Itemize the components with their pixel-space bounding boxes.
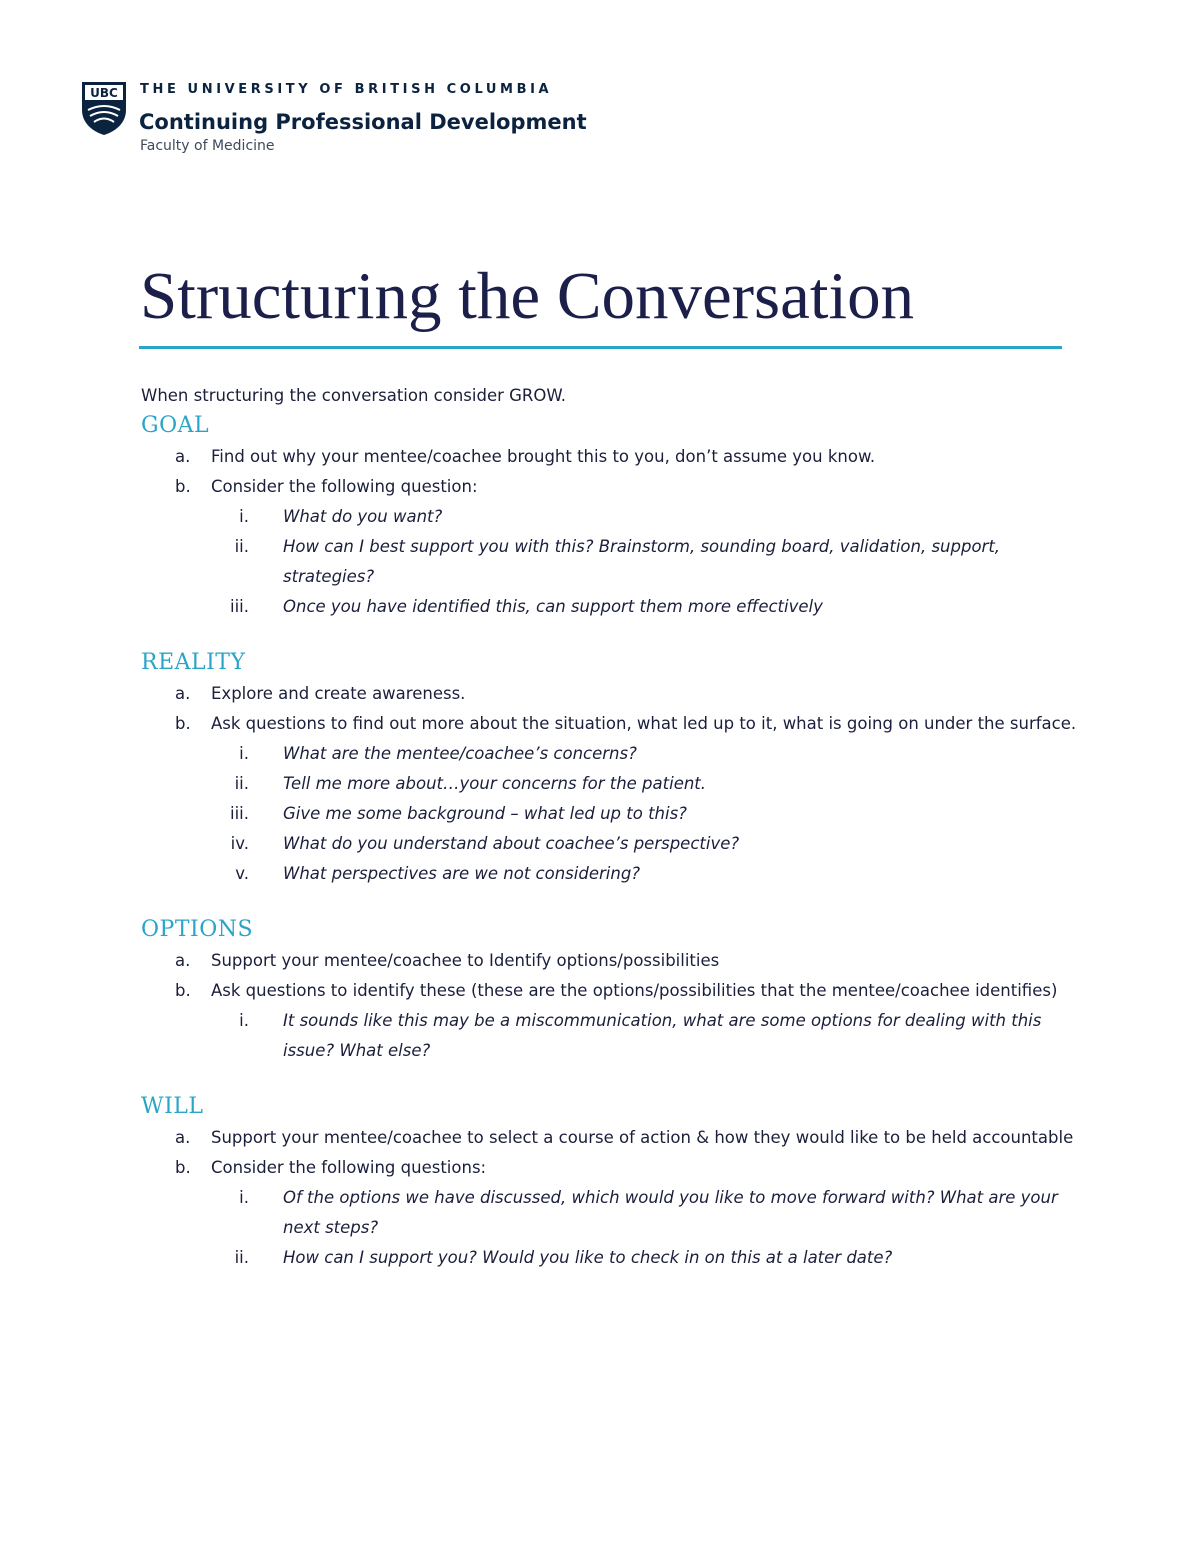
sub-list-item [141, 532, 1081, 592]
sub-list-item-text: Once you have identified this, can support them more effectively [283, 597, 823, 616]
sub-list-marker: iii. [230, 804, 249, 823]
section-reality [141, 650, 1081, 889]
sub-list-item [141, 1243, 1081, 1273]
sub-list-marker: v. [235, 864, 249, 883]
sub-list-marker: i. [239, 1188, 249, 1207]
list-marker: b. [175, 1158, 191, 1177]
sub-list-marker: i. [239, 744, 249, 763]
section-heading: GOAL [141, 413, 210, 438]
document-body [141, 383, 1081, 1273]
list-item [141, 679, 1081, 709]
sub-list-marker: ii. [234, 537, 249, 556]
ubc-logo-text: UBC [90, 86, 118, 100]
sub-list-item-text: It sounds like this may be a miscommunication, what are some options for dealing with this issue? What else? [283, 1011, 1042, 1060]
list-item-text: Explore and create awareness. [211, 684, 466, 703]
section-goal [141, 413, 1081, 622]
sub-list-item-text: What do you want? [283, 507, 443, 526]
sub-list-item-text: Of the options we have discussed, which would you like to move forward with? What are your next steps? [283, 1188, 1058, 1237]
list-marker: a. [175, 684, 191, 703]
list-item [141, 709, 1081, 739]
list-item-text: Support your mentee/coachee to select a course of action & how they would like to be held accountable [211, 1128, 1074, 1147]
sub-list-marker: ii. [234, 1248, 249, 1267]
university-name: THE UNIVERSITY OF BRITISH COLUMBIA [140, 82, 553, 97]
section-heading: REALITY [141, 650, 246, 675]
list-item [141, 946, 1081, 976]
sub-list-item-text: How can I support you? Would you like to check in on this at a later date? [283, 1248, 893, 1267]
list-item-text: Support your mentee/coachee to Identify options/possibilities [211, 951, 720, 970]
sub-list-marker: i. [239, 1011, 249, 1030]
list-item-text: Find out why your mentee/coachee brought this to you, don’t assume you know. [211, 447, 876, 466]
sub-list-item [141, 859, 1081, 889]
sub-list-item [141, 769, 1081, 799]
title-divider [139, 346, 1062, 349]
section-heading: WILL [141, 1094, 204, 1119]
list-marker: b. [175, 477, 191, 496]
sub-list-item-text: How can I best support you with this? Brainstorm, sounding board, validation, support, strategies? [283, 537, 1001, 586]
faculty-name: Faculty of Medicine [140, 138, 275, 154]
sub-list-item [141, 739, 1081, 769]
list-item [141, 1123, 1081, 1153]
sub-list-item [141, 592, 1081, 622]
section-options [141, 917, 1081, 1066]
sub-list-item [141, 502, 1081, 532]
section-heading: OPTIONS [141, 917, 254, 942]
sub-list-marker: i. [239, 507, 249, 526]
list-item-text: Consider the following question: [211, 477, 478, 496]
section-will [141, 1094, 1081, 1273]
list-item [141, 976, 1081, 1006]
sub-list-marker: iii. [230, 597, 249, 616]
ubc-crest-logo [80, 80, 128, 136]
page-title: Structuring the Conversation [140, 259, 915, 333]
list-marker: b. [175, 714, 191, 733]
list-item-text: Consider the following questions: [211, 1158, 487, 1177]
sub-list-item [141, 799, 1081, 829]
list-marker: a. [175, 1128, 191, 1147]
intro-text: When structuring the conversation consider GROW. [141, 386, 567, 405]
sub-list-item-text: What do you understand about coachee’s perspective? [283, 834, 740, 853]
sub-list-marker: ii. [234, 774, 249, 793]
sub-list-item [141, 1183, 1081, 1243]
list-marker: b. [175, 981, 191, 1000]
list-marker: a. [175, 951, 191, 970]
sub-list-marker: iv. [230, 834, 249, 853]
sub-list-item-text: Give me some background – what led up to this? [283, 804, 687, 823]
list-item [141, 442, 1081, 472]
list-item [141, 1153, 1081, 1183]
list-marker: a. [175, 447, 191, 466]
sub-list-item-text: What perspectives are we not considering? [283, 864, 641, 883]
sub-list-item [141, 829, 1081, 859]
list-item-text: Ask questions to identify these (these are the options/possibilities that the mentee/coachee identifies) [211, 981, 1058, 1000]
list-item-text: Ask questions to find out more about the situation, what led up to it, what is going on under the surface. [211, 714, 1077, 733]
sub-list-item-text: What are the mentee/coachee’s concerns? [283, 744, 637, 763]
sub-list-item-text: Tell me more about…your concerns for the patient. [283, 774, 707, 793]
sub-list-item [141, 1006, 1081, 1066]
list-item [141, 472, 1081, 502]
department-name: Continuing Professional Development [139, 110, 587, 134]
